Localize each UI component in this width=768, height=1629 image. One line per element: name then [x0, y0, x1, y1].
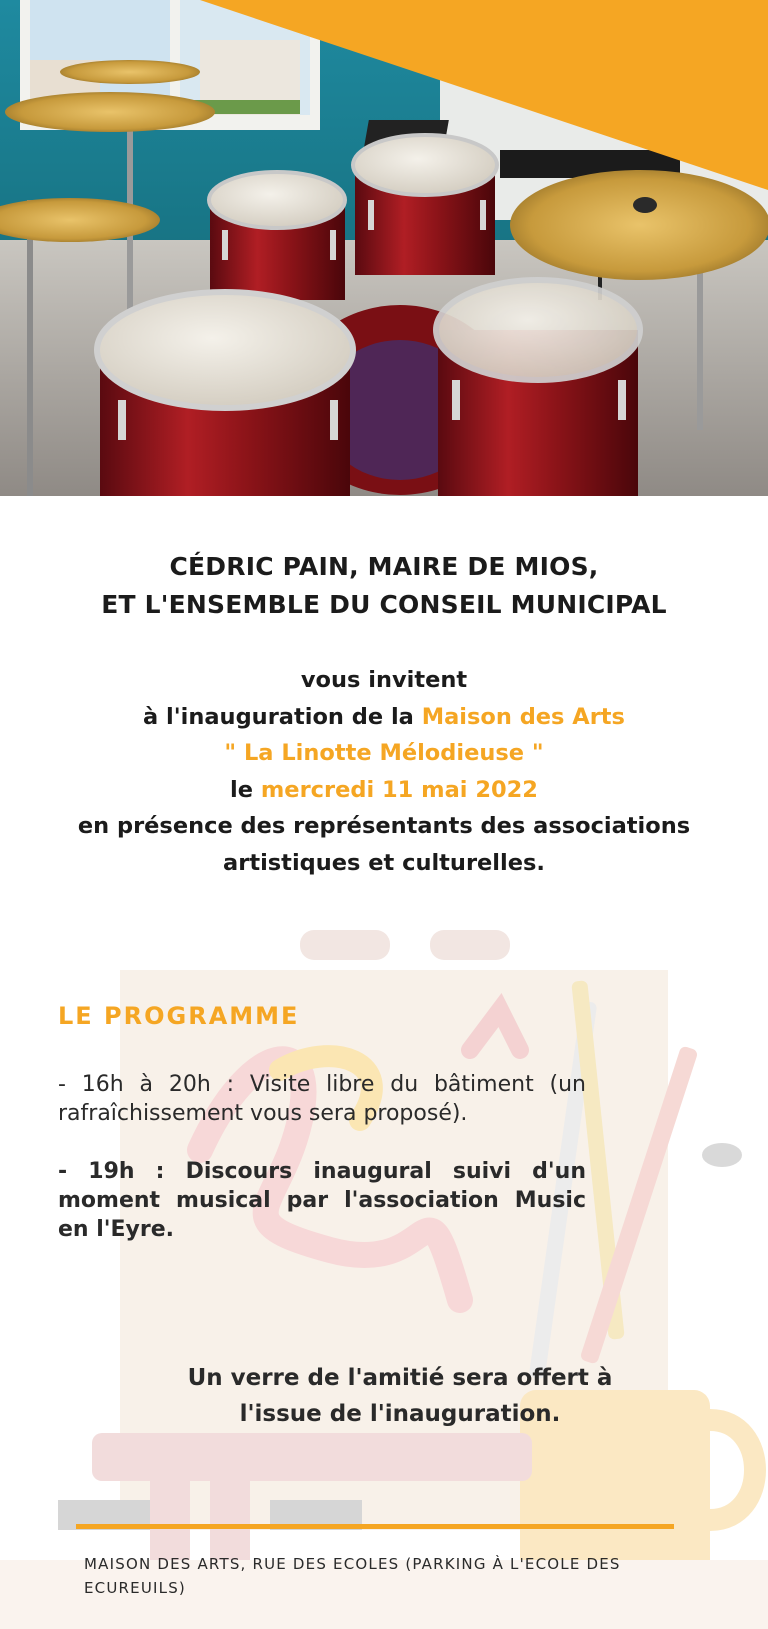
- invite-line-4-prefix: le: [230, 776, 261, 803]
- hosts-heading: [0, 548, 768, 624]
- venue-address: MAISON DES ARTS, RUE DES ECOLES (PARKING À L'ECOLE DES ECUREUILS): [84, 1555, 621, 1597]
- closing-line-2: l'issue de l'inauguration.: [239, 1401, 561, 1427]
- hosts-line-mayor: CÉDRIC PAIN, MAIRE DE MIOS,: [169, 552, 599, 581]
- footer-divider: [76, 1524, 674, 1529]
- hosts-line-council: ET L'ENSEMBLE DU CONSEIL MUNICIPAL: [101, 590, 667, 619]
- programme-item-speech: - 19h : Discours inaugural suivi d'un moment musical par l'association Music en l'Eyre.: [58, 1159, 586, 1242]
- invite-line-6: artistiques et culturelles.: [223, 849, 545, 876]
- drum-kit-illustration: [0, 0, 768, 496]
- event-date: mercredi 11 mai 2022: [260, 776, 538, 803]
- hero-photo: [0, 0, 768, 496]
- closing-line-1: Un verre de l'amitié sera offert à: [187, 1365, 613, 1391]
- invite-line-1: vous invitent: [300, 667, 468, 693]
- programme-title: LE PROGRAMME: [58, 1002, 300, 1030]
- invitation-text: [0, 662, 768, 881]
- invite-line-2-prefix: à l'inauguration de la: [143, 703, 422, 730]
- closing-note: [0, 1360, 768, 1432]
- programme-item-visit: - 16h à 20h : Visite libre du bâtiment (un rafraîchissement vous sera proposé).: [58, 1072, 586, 1126]
- venue-name: Maison des Arts: [421, 703, 625, 730]
- invite-line-4: [0, 772, 768, 809]
- invite-line-5: en présence des représentants des associations: [77, 813, 691, 839]
- invite-line-2: [0, 699, 768, 736]
- venue-nickname: " La Linotte Mélodieuse ": [224, 740, 544, 766]
